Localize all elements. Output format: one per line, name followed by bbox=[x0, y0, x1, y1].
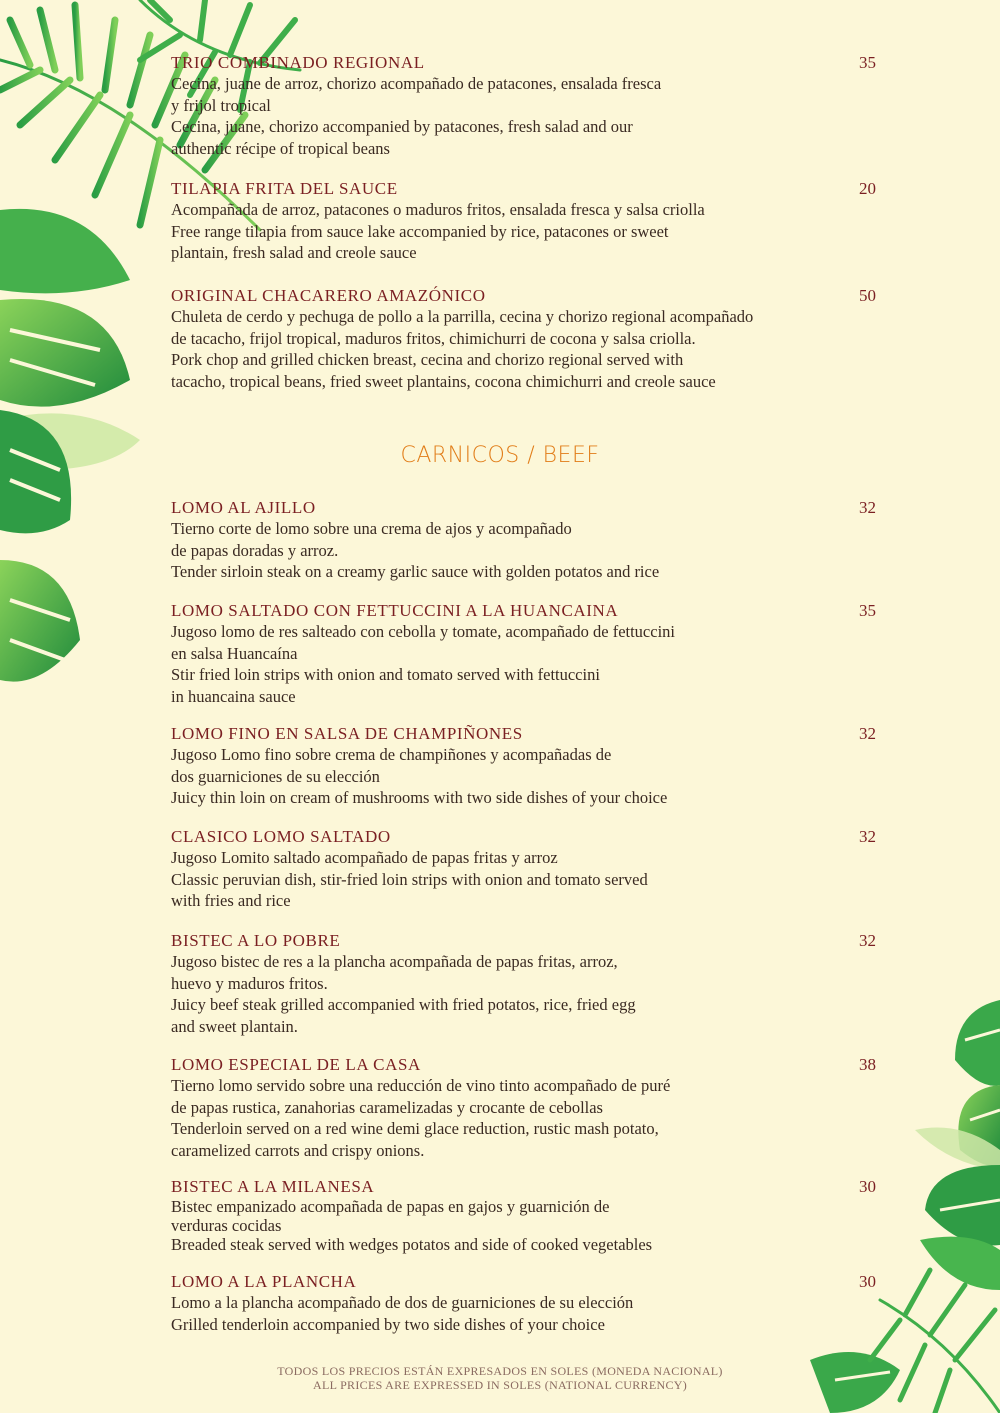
item-price: 32 bbox=[859, 724, 876, 743]
menu-item bbox=[171, 930, 876, 1037]
menu-item bbox=[171, 1054, 876, 1161]
item-price: 30 bbox=[859, 1272, 876, 1291]
menu-item bbox=[171, 52, 876, 159]
footer-line-en: ALL PRICES ARE EXPRESSED IN SOLES (NATIONAL CURRENCY) bbox=[312, 1378, 688, 1392]
item-name: ORIGINAL CHACARERO AMAZÓNICO bbox=[171, 286, 486, 305]
item-description: Tierno corte de lomo sobre una crema de ajos y acompañado de papas doradas y arroz. Tender sirloin steak on a creamy garlic sauce with golden potatos and rice bbox=[171, 519, 660, 581]
item-description: Acompañada de arroz, patacones o maduros fritos, ensalada fresca y salsa criolla Free range tilapia from sauce lake accompanied by rice, patacones or sweet plantain, fresh salad and creole sauce bbox=[171, 200, 705, 262]
item-price: 35 bbox=[859, 601, 876, 620]
item-price: 20 bbox=[859, 179, 876, 198]
item-name: LOMO A LA PLANCHA bbox=[171, 1272, 357, 1291]
item-name: LOMO ESPECIAL DE LA CASA bbox=[171, 1055, 421, 1074]
item-description: Chuleta de cerdo y pechuga de pollo a la parrilla, cecina y chorizo regional acompañado de tacacho, frijol tropical, maduros fritos, chimichurri de cocona y salsa criolla. Pork chop and grilled chicken breast, cecina and chorizo regional served with tacacho, tropical beans, fried sweet plantains, cocona chimichurri and creole sauce bbox=[171, 307, 754, 391]
item-price: 32 bbox=[859, 931, 876, 950]
item-price: 32 bbox=[859, 827, 876, 846]
menu-item bbox=[171, 178, 876, 264]
section-title: CARNICOS / BEEF bbox=[400, 443, 600, 468]
item-price: 38 bbox=[859, 1055, 876, 1074]
menu-item bbox=[171, 1176, 876, 1254]
item-name: BISTEC A LO POBRE bbox=[171, 931, 341, 950]
item-description: Jugoso Lomito saltado acompañado de papas fritas y arroz Classic peruvian dish, stir-fried loin strips with onion and tomato served with fries and rice bbox=[171, 848, 648, 910]
menu-item bbox=[171, 600, 876, 707]
menu-item bbox=[171, 497, 876, 583]
item-name: BISTEC A LA MILANESA bbox=[171, 1177, 375, 1196]
item-description: Tierno lomo servido sobre una reducción de vino tinto acompañado de puré de papas rustica, zanahorias caramelizadas y crocante de cebollas Tenderloin served on a red wine demi glace reduction, rustic mash potato, caramelized carrots and crispy onions. bbox=[171, 1076, 671, 1160]
item-description: Jugoso Lomo fino sobre crema de champiñones y acompañadas de dos guarniciones de su elección Juicy thin loin on cream of mushrooms with two side dishes of your choice bbox=[171, 745, 668, 807]
item-price: 35 bbox=[859, 53, 876, 72]
menu-item bbox=[171, 826, 876, 912]
item-name: CLASICO LOMO SALTADO bbox=[171, 827, 391, 846]
menu-item bbox=[171, 285, 876, 392]
item-description: Jugoso bistec de res a la plancha acompañada de papas fritas, arroz, huevo y maduros fritos. Juicy beef steak grilled accompanied with fried potatos, rice, fried egg and sweet plantain. bbox=[171, 952, 636, 1036]
item-price: 30 bbox=[859, 1177, 876, 1196]
item-name: LOMO SALTADO CON FETTUCCINI A LA HUANCAINA bbox=[171, 601, 619, 620]
item-description: Jugoso lomo de res salteado con cebolla y tomate, acompañado de fettuccini en salsa Huancaína Stir fried loin strips with onion and tomato served with fettuccini in huancaina sauce bbox=[171, 622, 675, 706]
item-description: Cecina, juane de arroz, chorizo acompañado de patacones, ensalada fresca y frijol tropical Cecina, juane, chorizo accompanied by patacones, fresh salad and our authentic récipe of tropical beans bbox=[171, 74, 662, 158]
item-name: TILAPIA FRITA DEL SAUCE bbox=[171, 179, 398, 198]
item-description: Bistec empanizado acompañada de papas en gajos y guarnición de verduras cocidas Breaded steak served with wedges potatos and side of cooked vegetables bbox=[171, 1197, 653, 1254]
item-name: LOMO AL AJILLO bbox=[171, 498, 316, 517]
item-name: LOMO FINO EN SALSA DE CHAMPIÑONES bbox=[171, 724, 523, 743]
menu-item bbox=[171, 1271, 876, 1335]
item-price: 32 bbox=[859, 498, 876, 517]
footer-line-es: TODOS LOS PRECIOS ESTÁN EXPRESADOS EN SOLES (MONEDA NACIONAL) bbox=[277, 1364, 723, 1378]
menu-item bbox=[171, 723, 876, 809]
item-price: 50 bbox=[859, 286, 876, 305]
item-description: Lomo a la plancha acompañado de dos de guarniciones de su elección Grilled tenderloin accompanied by two side dishes of your choice bbox=[171, 1293, 634, 1334]
price-disclaimer bbox=[0, 1364, 1000, 1392]
item-name: TRIO COMBINADO REGIONAL bbox=[171, 53, 425, 72]
